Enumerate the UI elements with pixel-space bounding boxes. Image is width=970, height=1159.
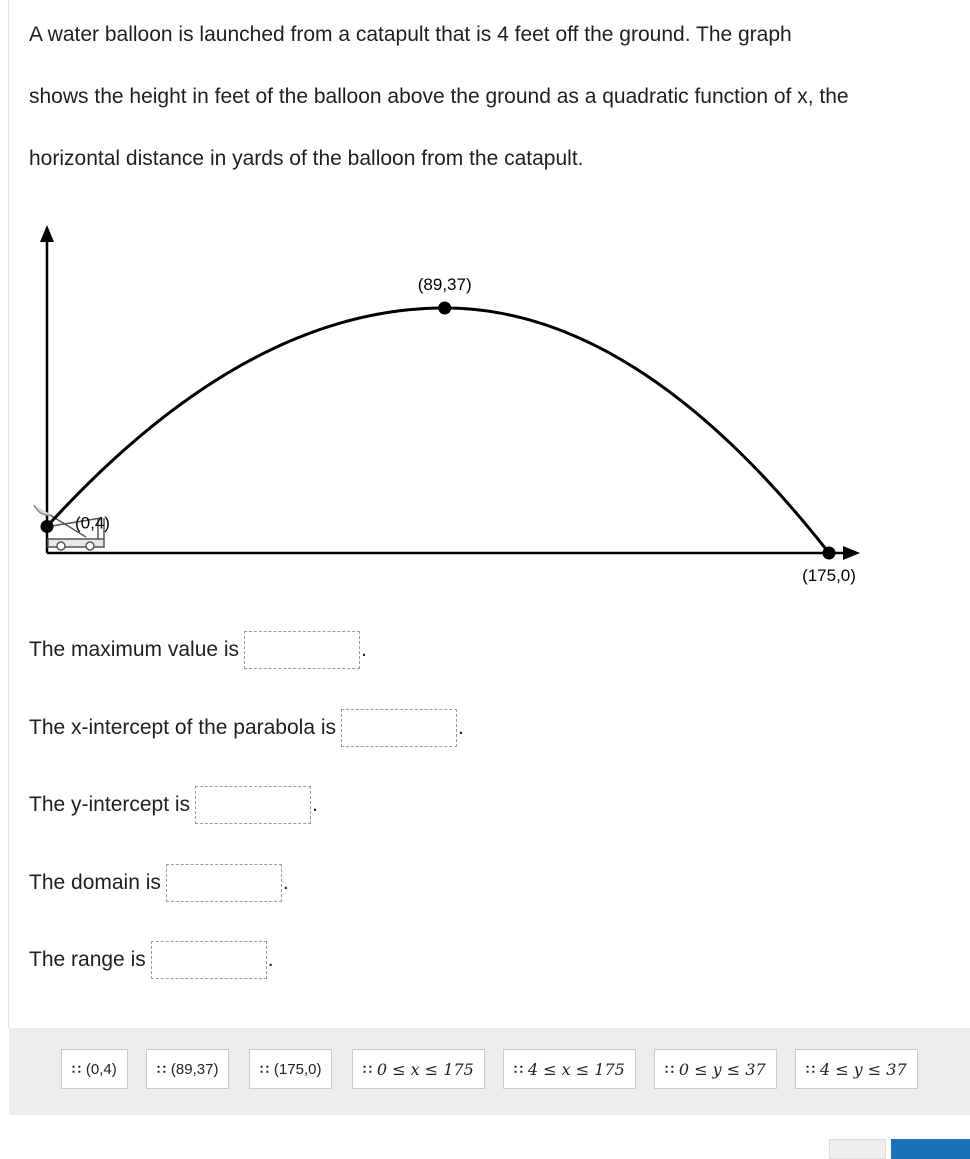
answer-chip[interactable] [352, 1049, 485, 1089]
answer-drop-zone[interactable] [166, 864, 282, 902]
data-label: (0,4) [75, 513, 110, 533]
drag-grip-icon: ∷ [363, 1060, 371, 1077]
answer-chip[interactable] [795, 1049, 918, 1089]
answer-chip-text: 0 ≤ y ≤ 37 [678, 1059, 766, 1079]
answer-chip[interactable] [654, 1049, 777, 1089]
answer-chip-text: 0 ≤ x ≤ 175 [376, 1059, 474, 1079]
primary-button[interactable] [891, 1139, 970, 1159]
answer-chip-text: (0,4) [85, 1060, 117, 1078]
prompt-row [29, 785, 318, 825]
prompt-row [29, 708, 464, 748]
prompt-label: The x-intercept of the parabola is [29, 716, 337, 739]
data-label: (89,37) [417, 275, 472, 294]
question-line-1: A water balloon is launched from a catapult that is 4 feet off the ground. The graph [29, 23, 792, 46]
prompt-suffix: . [312, 793, 318, 816]
prompt-suffix: . [458, 716, 464, 739]
prompt-row [29, 863, 289, 903]
secondary-button[interactable] [829, 1139, 886, 1159]
question-line-2: shows the height in feet of the balloon above the ground as a quadratic function of x, the [29, 85, 849, 108]
data-point [823, 547, 836, 560]
drag-grip-icon: ∷ [72, 1060, 80, 1077]
prompt-label: The range is [29, 948, 146, 971]
prompt-label: The y-intercept is [29, 793, 191, 816]
prompt-row [29, 940, 274, 980]
answer-bank [9, 1028, 970, 1115]
answer-chip-text: (89,37) [170, 1060, 219, 1078]
prompt-suffix: . [282, 871, 289, 894]
data-point [438, 302, 451, 315]
answer-chip[interactable] [503, 1049, 636, 1089]
x-axis-arrow [843, 546, 860, 560]
prompt-suffix: . [361, 638, 367, 661]
prompt-suffix: . [267, 948, 274, 971]
answer-chip[interactable] [61, 1049, 128, 1089]
prompt-label: The domain is [29, 871, 161, 894]
drag-grip-icon: ∷ [260, 1060, 268, 1077]
y-axis-arrow [40, 225, 54, 242]
answer-drop-zone[interactable] [244, 631, 360, 669]
data-label: (175,0) [802, 566, 856, 585]
drag-grip-icon: ∷ [665, 1060, 673, 1077]
drag-grip-icon: ∷ [514, 1060, 522, 1077]
answer-chip-text: (175,0) [273, 1060, 322, 1078]
question-text [29, 4, 964, 190]
answer-chip[interactable] [249, 1049, 332, 1089]
drag-grip-icon: ∷ [806, 1060, 814, 1077]
parabola-graph [0, 215, 880, 595]
data-point [41, 520, 54, 533]
answer-chip-text: 4 ≤ y ≤ 37 [819, 1059, 907, 1079]
answer-drop-zone[interactable] [195, 786, 311, 824]
answer-chip-text: 4 ≤ x ≤ 175 [527, 1059, 625, 1079]
prompt-label: The maximum value is [29, 638, 240, 661]
answer-chip[interactable] [146, 1049, 229, 1089]
question-line-3: horizontal distance in yards of the balloon from the catapult. [29, 147, 584, 170]
prompt-row [29, 630, 367, 670]
answer-drop-zone[interactable] [151, 941, 267, 979]
drag-grip-icon: ∷ [157, 1060, 165, 1077]
parabola-curve [47, 308, 829, 553]
answer-drop-zone[interactable] [341, 709, 457, 747]
